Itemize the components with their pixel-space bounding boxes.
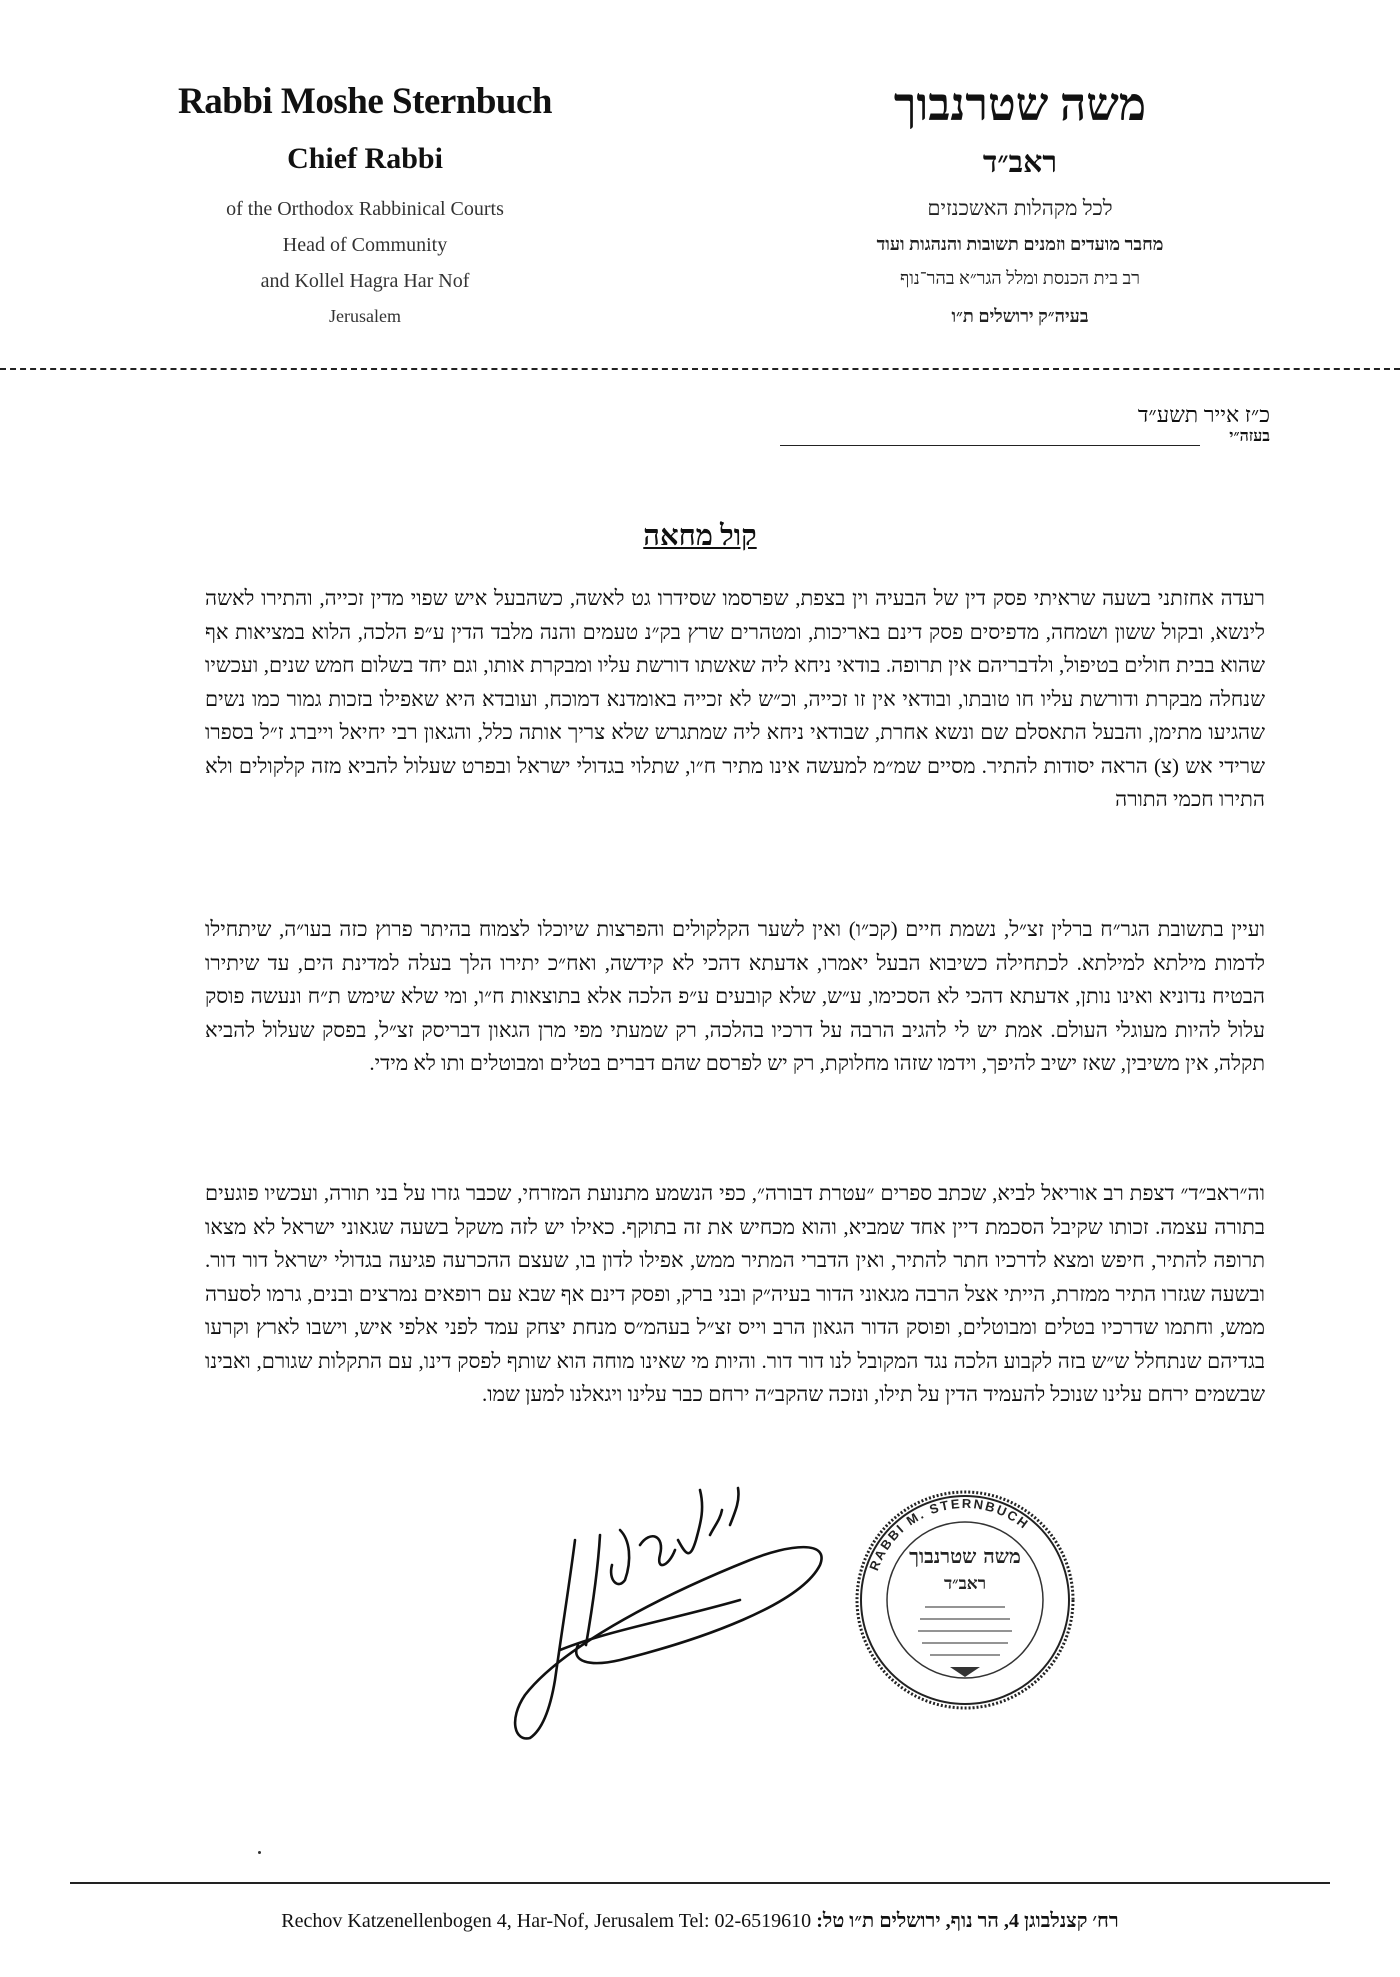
seal-title: ראב״ד [943, 1574, 987, 1594]
stray-mark [258, 1851, 261, 1854]
footer-address [180, 1910, 1220, 1933]
hebrew-line-2: מחבר מועדים וזמנים תשובות והנהגות ועוד [876, 234, 1164, 254]
english-title: Chief Rabbi [287, 142, 443, 175]
english-line-4: Jerusalem [329, 306, 401, 326]
letter-heading: קול מחאה [643, 520, 757, 552]
english-line-3: and Kollel Hagra Har Nof [260, 270, 470, 292]
rabbinical-seal [850, 1485, 1080, 1715]
footer-english: Rechov Katzenellenbogen 4, Har-Nof, Jerusalem Tel: 02-6519610 [281, 1910, 812, 1932]
hebrew-name: משה שטרנבוך [893, 79, 1147, 130]
body-paragraph-2: ועיין בתשובת הגר״ח ברלין זצ״ל, נשמת חיים (קכ״ו) ואין לשער הקלקולים והפרצות שיוכלו לצמוח בהיתר פרוץ כזה בעו״ה, שיתחילו לדמות מילתא למילתא. לכתחילה כשיבוא הבעל יאמרו, אדעתא דהכי לא קידשה, ואח״כ יתירו הלך בעלה למדינת הים, עד שיתירו הבטיח נדוניא ואינו נותן, אדעתא דהכי לא הסכימו, ע״ש, שלא קובעים ע״פ הלכה אלא בתוצאות ח״ו, ומי שלא שימש ת״ח ונעשה פוסק עלול להיות מעוגלי העולם. אמת יש לי להגיב הרבה על דרכיו בהלכה, רק שמעתי מפי מרן הגאון דבריסק זצ״ל, בפסק שעלול להביא תקלה, אין משיבין, שאז ישיב להיפך, וידמו שזהו מחלוקת, רק יש לפרסם שהם דברים בטלים ומבוטלים ותו לא מידי. [205, 917, 1265, 1075]
footer-hebrew: רח׳ קצנלבוגן 4, הר נוף, ירושלים ת״ו טל: [816, 1910, 1119, 1932]
letter-date: כ״ז אייר תשע״ד [1137, 402, 1270, 427]
seal-outer-text: RABBI M. STERNBUCH [866, 1495, 1033, 1573]
english-name: Rabbi Moshe Sternbuch [178, 81, 552, 122]
body-paragraph-3: וה״ראב״ד״ דצפת רב אוריאל לביא, שכתב ספרים ״עטרת דבורה״, כפי הנשמע מתנועת המזרחי, שכבר גזרו על בני תורה, ועכשיו פוגעים בתורה עצמה. זכותו שקיבל הסכמת דיין אחד שמביא, והוא מכחיש את זה בתוקף. כאילו יש לזה משקל בשעה שגאוני ישראל לא מצאו תרופה להתיר, חיפש ומצא לדרכיו חתר להתיר, ואין הדברי המתיר ממש, אפילו לדון בו, שעצם ההכרעה פגיעה בגדולי ישראל דור דור. ובשעה שגזרו התיר ממזרת, הייתי אצל הרבה מגאוני הדור בעיה״ק ובני ברק, ופסק דינם אף שבא עם רופאים נמרצים ובנים, גרמו לסערה ממש, וחתמו שדרכיו בטלים ומבוטלים, ופוסק הדור הגאון הרב וייס זצ״ל בעהמ״ס מנחת יצחק עמד לפני אלפי איש, וישבו לארץ וקרעו בגדיהם שנתחלל ש״ש בזה לקבוע הלכה נגד המקובל לנו דור דור. והיות מי שאינו מוחה הוא שותף לפסק דינו, עם התקלות שגורם, ואבינו שבשמים ירחם עלינו שנוכל להעמיד הדין על תילו, ונזכה שהקב״ה ירחם כבר עלינו ויגאלנו למען שמו. [205, 1181, 1265, 1406]
english-line-1: of the Orthodox Rabbinical Courts [226, 198, 504, 220]
hebrew-line-3: רב בית הכנסת ומלל הגר״א בהר־נוף [899, 268, 1141, 288]
signature [500, 1480, 830, 1750]
hebrew-line-1: לכל מקהלות האשכנזים [927, 196, 1113, 220]
addressee-label: בעזה״י [1229, 428, 1270, 445]
hebrew-title: ראב״ד [982, 146, 1058, 179]
hebrew-line-4: בעיה״ק ירושלים ת״ו [951, 306, 1089, 326]
english-line-2: Head of Community [282, 234, 448, 256]
body-paragraph-1: רעדה אחזתני בשעה שראיתי פסק דין של הבעיה וין בצפת, שפרסמו שסידרו גט לאשה, כשהבעל איש שפוי מדין זכייה, והתירו לאשה לינשא, ובקול ששון ושמחה, מדפיסים פסק דינם באריכות, ומטהרים שרץ בק״נ טעמים והנה מלבד הדין ע״פ הלכה, הלוא במציאות אף שהוא בבית חולים בטיפול, ולדבריהם אין תרופה. בודאי ניחא ליה שאשתו דורשת עליו ומבקרת אותו, וגם יחד בשלום חמש שנים, ועכשיו שנחלה מבקרת ודורשת עליו חו טובתו, ובודאי אין זו זכייה, וכ״ש לא זכייה באומדנא דמוכח, ועובדא היא שאפילו בזכות גמור כמו נשים שהגיעו מתימן, והבעל התאסלם שם ונשא אחרת, שבודאי ניחא ליה שמתגרש שלא צריך אותה כלל, והגאון רבי יחיאל וייברג ז״ל בספרו שרידי אש (צ) הראה יסודות להתיר. מסיים שמ״מ למעשה אינו מתיר ח״ו, שתלוי בגדולי ישראל ובפרט שעלול להביא מזה קלקולים ולא התירו חכמי התורה [205, 586, 1265, 811]
seal-name: משה שטרנבוך [909, 1544, 1021, 1568]
footer-divider [70, 1882, 1330, 1884]
header-divider [0, 368, 1400, 370]
addressee-line [780, 445, 1200, 446]
